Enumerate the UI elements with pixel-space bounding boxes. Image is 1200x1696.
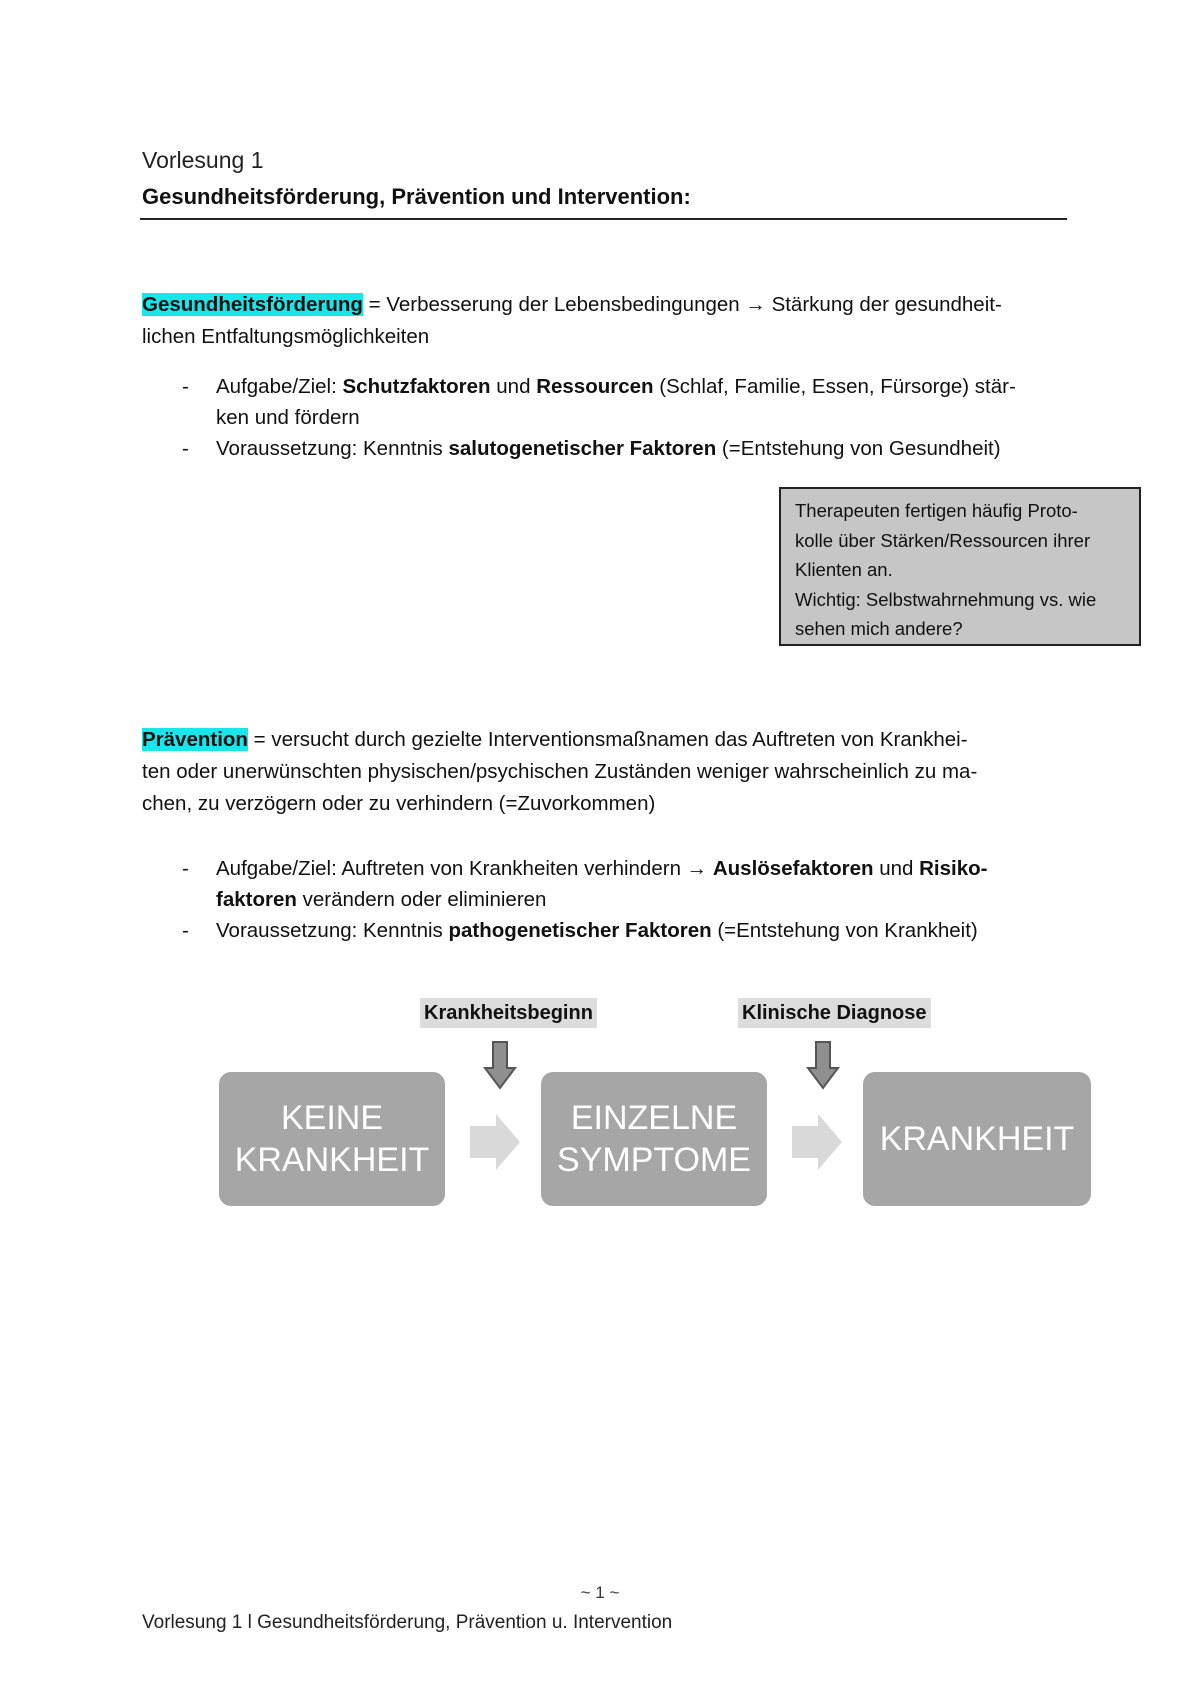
list-item: - Aufgabe/Ziel: Auftreten von Krankheiten verhindern → Auslösefaktoren und Risiko- faktoren verändern oder eliminieren: [182, 857, 988, 911]
right-arrow-icon: [790, 1112, 846, 1172]
stage-text: SYMPTOME: [557, 1141, 751, 1179]
list-item-text: Voraussetzung: Kenntnis: [216, 919, 449, 942]
list-item-text: verändern oder eliminieren: [296, 888, 547, 911]
term-praevention: Prävention: [142, 728, 248, 751]
list-item-bold: Auslösefaktoren: [712, 857, 874, 880]
label-krankheitsbeginn: Krankheitsbeginn: [420, 998, 597, 1028]
list-item-text: ken und fördern: [216, 406, 360, 429]
list-item-text: und: [873, 857, 920, 880]
list-item: - Aufgabe/Ziel: Schutzfaktoren und Ressourcen (Schlaf, Familie, Essen, Fürsorge) stär- ken und fördern: [182, 375, 1016, 429]
list-praevention: [142, 853, 1072, 946]
list-item-text: Voraussetzung: Kenntnis: [216, 437, 449, 460]
list-item-bold: pathogenetischer Faktoren: [448, 919, 712, 942]
list-gesundheitsfoerderung: [142, 371, 1072, 464]
list-item-bold: faktoren: [216, 888, 297, 911]
note-line: Wichtig: Selbstwahrnehmung vs. wie: [795, 588, 1097, 610]
term-gesundheitsfoerderung: Gesundheitsförderung: [142, 293, 363, 316]
definition-praevention: [142, 724, 1102, 820]
stage-krankheit: [863, 1072, 1091, 1206]
definition-text-cont: lichen Entfaltungsmöglichkeiten: [142, 325, 430, 348]
title-rule: [140, 218, 1067, 220]
note-line: Therapeuten fertigen häufig Proto-: [795, 500, 1078, 521]
definition-text-cont: chen, zu verzögern oder zu verhindern (=Zuvorkommen): [142, 792, 656, 815]
list-item-bold: salutogenetischer Faktoren: [448, 437, 717, 460]
list-item-bold: Risiko-: [919, 857, 988, 880]
stage-einzelne-symptome: [541, 1072, 767, 1206]
definition-text: = versucht durch gezielte Interventionsmaßnamen das Auftreten von Krankhei-: [247, 728, 968, 751]
list-item-bold: Ressourcen: [536, 375, 654, 398]
list-item-text: (=Entstehung von Gesundheit): [716, 437, 1001, 460]
definition-gesundheitsfoerderung: [142, 289, 1062, 353]
down-arrow-icon: [482, 1040, 518, 1092]
list-item-text: (=Entstehung von Krankheit): [711, 919, 978, 942]
footer-text: Vorlesung 1 l Gesundheitsförderung, Prävention u. Intervention: [142, 1612, 673, 1633]
stage-text: KRANKHEIT: [879, 1120, 1075, 1158]
list-item-text: Aufgabe/Ziel:: [216, 375, 343, 398]
page-title: Gesundheitsförderung, Prävention und Intervention:: [142, 184, 691, 209]
page-number: ~ 1 ~: [580, 1583, 620, 1602]
stage-text: KRANKHEIT: [234, 1141, 430, 1179]
definition-text: = Verbesserung der Lebensbedingungen → Stärkung der gesundheit-: [362, 293, 1002, 316]
label-klinische-diagnose: Klinische Diagnose: [738, 998, 931, 1028]
list-item: - Voraussetzung: Kenntnis pathogenetischer Faktoren (=Entstehung von Krankheit): [182, 919, 978, 942]
note-line: sehen mich andere?: [795, 618, 963, 639]
right-arrow-icon: [468, 1112, 524, 1172]
list-item-bold: Schutzfaktoren: [342, 375, 491, 398]
stage-text: EINZELNE: [570, 1099, 738, 1137]
list-item-text: Aufgabe/Ziel: Auftreten von Krankheiten verhindern →: [216, 857, 713, 880]
down-arrow-icon: [805, 1040, 841, 1092]
list-item-text: (Schlaf, Familie, Essen, Fürsorge) stär-: [653, 375, 1016, 398]
list-item: - Voraussetzung: Kenntnis salutogenetischer Faktoren (=Entstehung von Gesundheit): [182, 437, 1001, 460]
stage-keine-krankheit: [219, 1072, 445, 1206]
note-line: kolle über Stärken/Ressourcen ihrer: [795, 529, 1091, 551]
note-box: [779, 487, 1141, 646]
stage-text: KEINE: [280, 1099, 384, 1137]
definition-text-cont: ten oder unerwünschten physischen/psychischen Zuständen weniger wahrscheinlich zu ma-: [142, 760, 978, 783]
lecture-number: Vorlesung 1: [142, 147, 264, 173]
list-item-text: und: [490, 375, 537, 398]
note-line: Klienten an.: [795, 559, 893, 580]
